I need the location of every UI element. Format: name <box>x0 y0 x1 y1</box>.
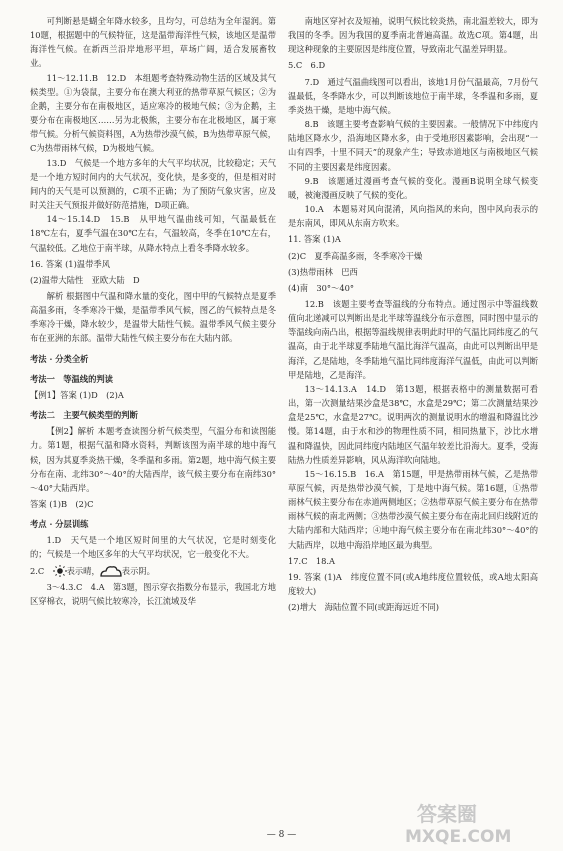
watermark-text: 答案圈 <box>417 802 477 826</box>
answer-paragraph: 7.D 通过气温曲线图可以看出，该地1月份气温最高，7月份气温最低，冬季降水少，可以判断该地位于南半球，冬季温和多雨，夏季炎热干燥，是地中海气候。 <box>288 76 538 115</box>
section-heading: 考法 · 分类全析 <box>30 353 89 364</box>
answer-line: 【例1】答案 (1)D (2)A <box>30 389 124 400</box>
watermark-url: MXQE.COM <box>405 827 512 845</box>
answer-line: (4)南 30°～40° <box>288 282 355 293</box>
sunny-label: 表示晴， <box>66 565 100 576</box>
watermark-logo <box>399 799 549 845</box>
answer-paragraph: 【例2】解析 本题考查读图分析气候类型，气温分布和读图能力。第1题，根据气温和降水资料，判断该图为南半球的地中海气候，因为其夏季炎热干燥，冬季温和多雨。第2题，地中海气候主要分布在南、北纬30°～40°的大陆西岸，该气候主要分布在南纬30°～40°大陆西岸。 <box>30 426 276 493</box>
answer-line: 11. 答案 (1)A <box>288 234 341 245</box>
answer-paragraph: 可判断悬是蝴全年降水较多，且均匀，可总结为全年湿润。第10题，根据题中的气候特征，这是温带海洋性气候，该地区是温带海洋性气候。在新西兰沿岸地形平坦，草场广阔，适合发展畜牧业。 <box>30 16 276 69</box>
answer-line: 5.C 6.D <box>288 60 326 71</box>
answer-line: 答案 (1)B (2)C <box>30 499 94 509</box>
answer-paragraph: 9.B 该题通过漫画考查气候的变化。漫画B说明全球气候变暖，被淹漫画反映了气候的变化。 <box>288 175 538 200</box>
sunny-icon <box>53 565 67 577</box>
left-column <box>30 14 276 608</box>
answer-number: 2.C <box>30 565 45 576</box>
answer-line: 17.C 18.A <box>288 555 336 566</box>
answer-paragraph: 13.D 气候是一个地方多年的大气平均状况，比较稳定；天气是一个地方短时间内的大气状况，变化快，是多变的，但是相对时间内的天气是可以预测的，C项不正确；为了预防气象灾害，应及时关注天气预报并做好防范措施，D项正确。 <box>30 157 276 211</box>
answer-paragraph: 11～12.11.B 12.D 本组题考查特殊动物生活的区域及其气候类型。①为袋鼠，主要分布在澳大利亚的热带草原气候区；②为企鹅，主要分布在南极地区，适应寒冷的极地气候；③为企鹅，主要分布在南极地区……另为北极熊，主要分布在北极地区，属于寒带气候。分析气候资料图，A为热带沙漠气候，B为热带草原气候，C为热带雨林气候，D为极地气候。 <box>30 72 276 154</box>
answer-paragraph: 解析 根据图中气温和降水量的变化，图中甲的气候特点是夏季高温多雨，冬季寒冷干燥，是温带季风气候，图乙的气候特点是冬季寒冷干燥，降水较少，是温带大陆性气候。温带季风气候主要分布在亚洲的东部。温带大陆性气候主要分布在大陆内部。 <box>30 290 276 344</box>
right-column <box>288 14 538 616</box>
weather-answer <box>30 564 276 578</box>
answer-line: (2)增大 海陆位置不同(或距海远近不同) <box>288 602 439 613</box>
answer-paragraph: 3～4.3.C 4.A 第3题，图示穿衣指数分布显示，我国北方地区穿棉衣，说明气候比较寒冷，长江流域及华 <box>30 581 276 606</box>
answer-paragraph: 12.B 该题主要考查等温线的分布特点。通过图示中等温线数值向北递减可以判断出是北半球等温线分布示意图，同时图中显示的等温线向南凸出，根据等温线规律表明此时甲的气温比同纬度乙的气温高，由于北半球夏季陆地气温比海洋气温高，由此可以判断出甲是海洋，乙是陆地，冬季陆地气温比同纬度海洋气温低，由此可以判断甲是陆地，乙是海洋。 <box>288 298 538 380</box>
answer-line: 19. 答案 (1)A 纬度位置不同(或A地纬度位置较低，或A地太阳高度较大) <box>288 571 538 597</box>
page-number: — 8 — <box>266 830 297 840</box>
answer-paragraph: 14～15.14.D 15.B 从甲地气温曲线可知，气温最低在18℃左右，夏季气温在30℃左右，气温较高，冬季在10℃左右，气温较低。乙地位于南半球，从降水特点上看冬季降水较多。 <box>30 214 276 253</box>
answer-paragraph: 1.D 天气是一个地区短时间里的大气状况，它是时刻变化的；气候是一个地区多年的大气平均状况，它一般变化不大。 <box>30 535 276 560</box>
section-heading: 考点 · 分层训练 <box>30 519 89 530</box>
answer-paragraph: 10.A 本题易对风向混淆，风向指风的来向，图中风向表示的是东南风，即风从东南方吹来。 <box>288 204 538 229</box>
cloudy-icon <box>100 565 122 577</box>
section-heading: 考法二 主要气候类型的判断 <box>30 410 138 421</box>
section-heading: 考法一 等温线的判读 <box>30 373 113 384</box>
answer-paragraph: 13～14.13.A 14.D 第13题，根据表格中的测量数据可看出，第一次测量结果沙盒是38℃，水盒是29℃；第二次测量结果沙盒是25℃，水盒是27℃。说明两次的测量说明水的增温和降温比沙慢。第14题，由于水和沙的物理性质不同，相同热量下，沙比水增温和降温快，因此同纬度内陆地区气温年较差比沿海大。夏季，受海陆热力性质差异影响，风从海洋吹向陆地。 <box>288 383 538 465</box>
answer-line: (3)热带雨林 巴西 <box>288 266 358 277</box>
answer-paragraph: 南地区穿衬衣及短袖，说明气候比较炎热，南北温差较大，即为我国的冬季。因为我国的夏季南北普遍高温。故选C项。第4题，出现这种现象的主要原因是纬度位置，导致南北气温差异明显。 <box>288 16 538 55</box>
answer-line: (2)C 夏季高温多雨，冬季寒冷干燥 <box>288 250 423 261</box>
answer-paragraph: 15～16.15.B 16.A 第15题，甲是热带雨林气候，乙是热带草原气候，丙是热带沙漠气候，丁是地中海气候。第16题，①热带雨林气候主要分布在赤道两侧地区；②热带草原气候主要分布在热带雨林气候的南北两侧；③热带沙漠气候主要分布在南北回归线附近的大陆内部和大陆西岸；④地中海气候主要分布在南北纬30°～40°的大陆西岸，以地中海沿岸地区最为典型。 <box>288 468 538 550</box>
answer-line: (2)温带大陆性 亚欧大陆 D <box>30 274 140 285</box>
answer-line: 16. 答案 (1)温带季风 <box>30 258 111 269</box>
answer-paragraph: 8.B 该题主要考查影响气候的主要因素。一般情况下中纬度内陆地区降水少，沿海地区降水多，由于受地形因素影响，会出现“一山有四季，十里不同天”的现象产生；导致赤道地区与南极地区气候不同的主要因素是纬度因素。 <box>288 119 538 172</box>
cloudy-label: 表示阴。 <box>121 565 155 576</box>
